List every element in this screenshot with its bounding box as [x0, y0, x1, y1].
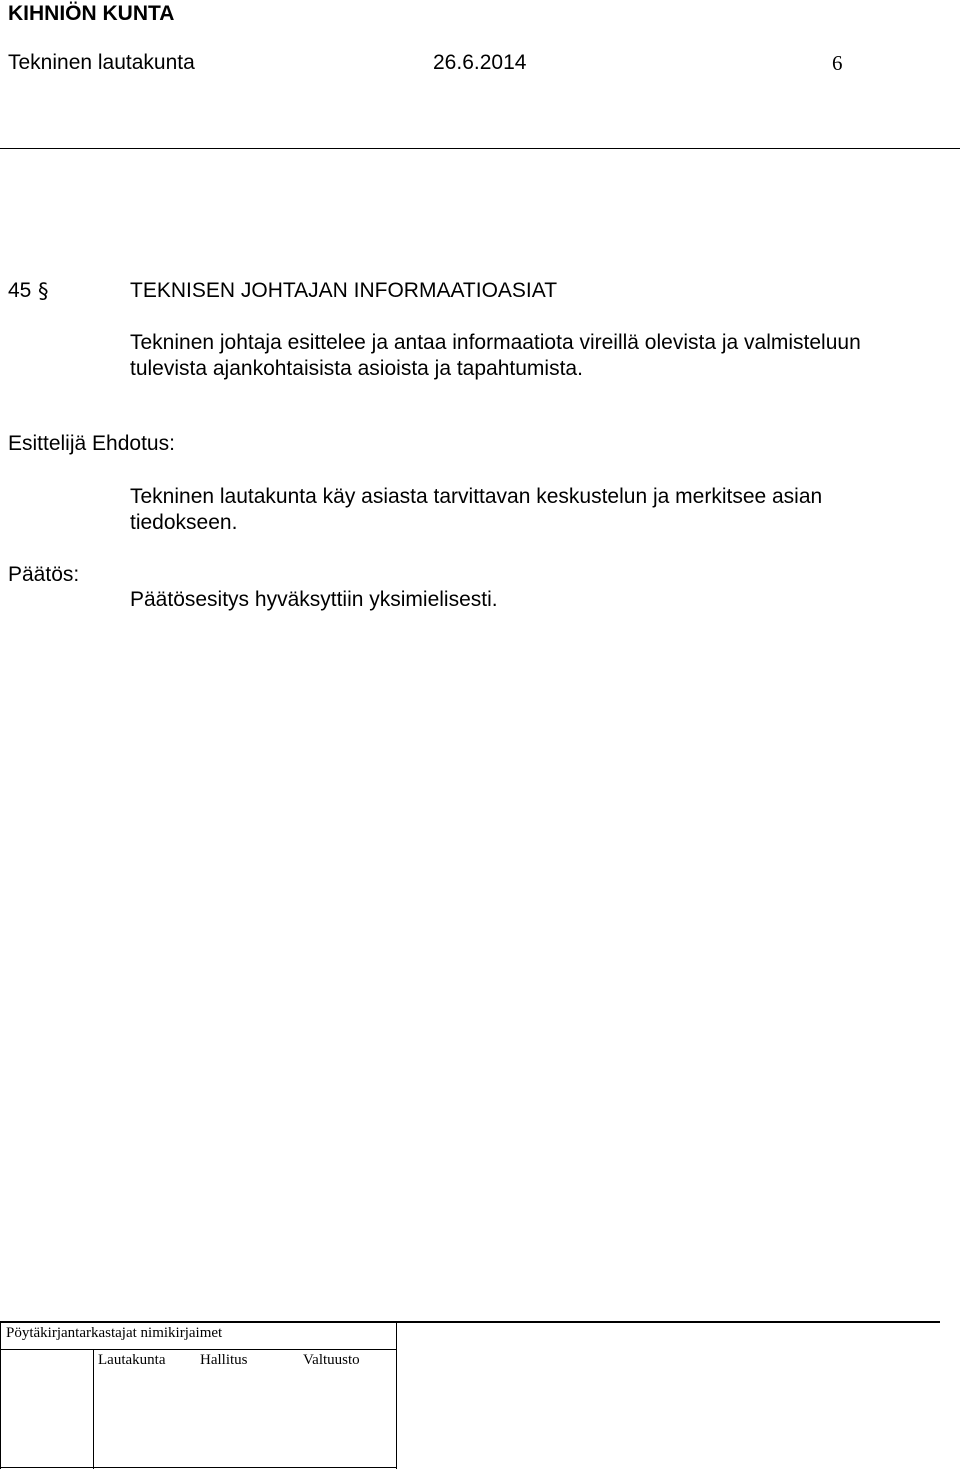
signature-column-hallitus: Hallitus: [200, 1352, 248, 1368]
description-line-2: tulevista ajankohtaisista asioista ja tapahtumista.: [130, 357, 583, 380]
signature-column-valtuusto: Valtuusto: [303, 1352, 360, 1368]
section-number: 45: [8, 279, 32, 302]
decision-label: Päätös:: [8, 563, 80, 586]
proposal-line-1: Tekninen lautakunta käy asiasta tarvittavan keskustelun ja merkitsee asian: [130, 485, 823, 508]
proposal-line-2: tiedokseen.: [130, 511, 238, 534]
board-name: Tekninen lautakunta: [8, 51, 195, 74]
organization-name: KIHNIÖN KUNTA: [8, 2, 175, 25]
description-paragraph: [130, 330, 861, 382]
decision-text: Päätösesitys hyväksyttiin yksimielisesti.: [130, 588, 498, 611]
signature-left-border: [0, 1321, 1, 1469]
proposal-paragraph: [130, 484, 822, 536]
signature-header: Pöytäkirjantarkastajat nimikirjaimet: [6, 1325, 223, 1341]
signature-row-divider: [0, 1349, 397, 1350]
signature-right-border: [396, 1321, 397, 1469]
signature-column-divider: [93, 1349, 94, 1469]
meeting-date: 26.6.2014: [433, 51, 527, 74]
signature-top-rule: [0, 1321, 940, 1323]
page-number: 6: [832, 51, 843, 75]
header-divider: [0, 148, 960, 149]
signature-bottom-rule: [0, 1467, 397, 1468]
signature-table: [0, 1321, 940, 1469]
description-line-1: Tekninen johtaja esittelee ja antaa informaatiota vireillä olevista ja valmisteluun: [130, 331, 861, 354]
signature-column-lautakunta: Lautakunta: [98, 1352, 166, 1368]
section-title: TEKNISEN JOHTAJAN INFORMAATIOASIAT: [130, 279, 558, 302]
section-sign: §: [38, 279, 49, 303]
proposal-label: Esittelijä Ehdotus:: [8, 432, 175, 455]
